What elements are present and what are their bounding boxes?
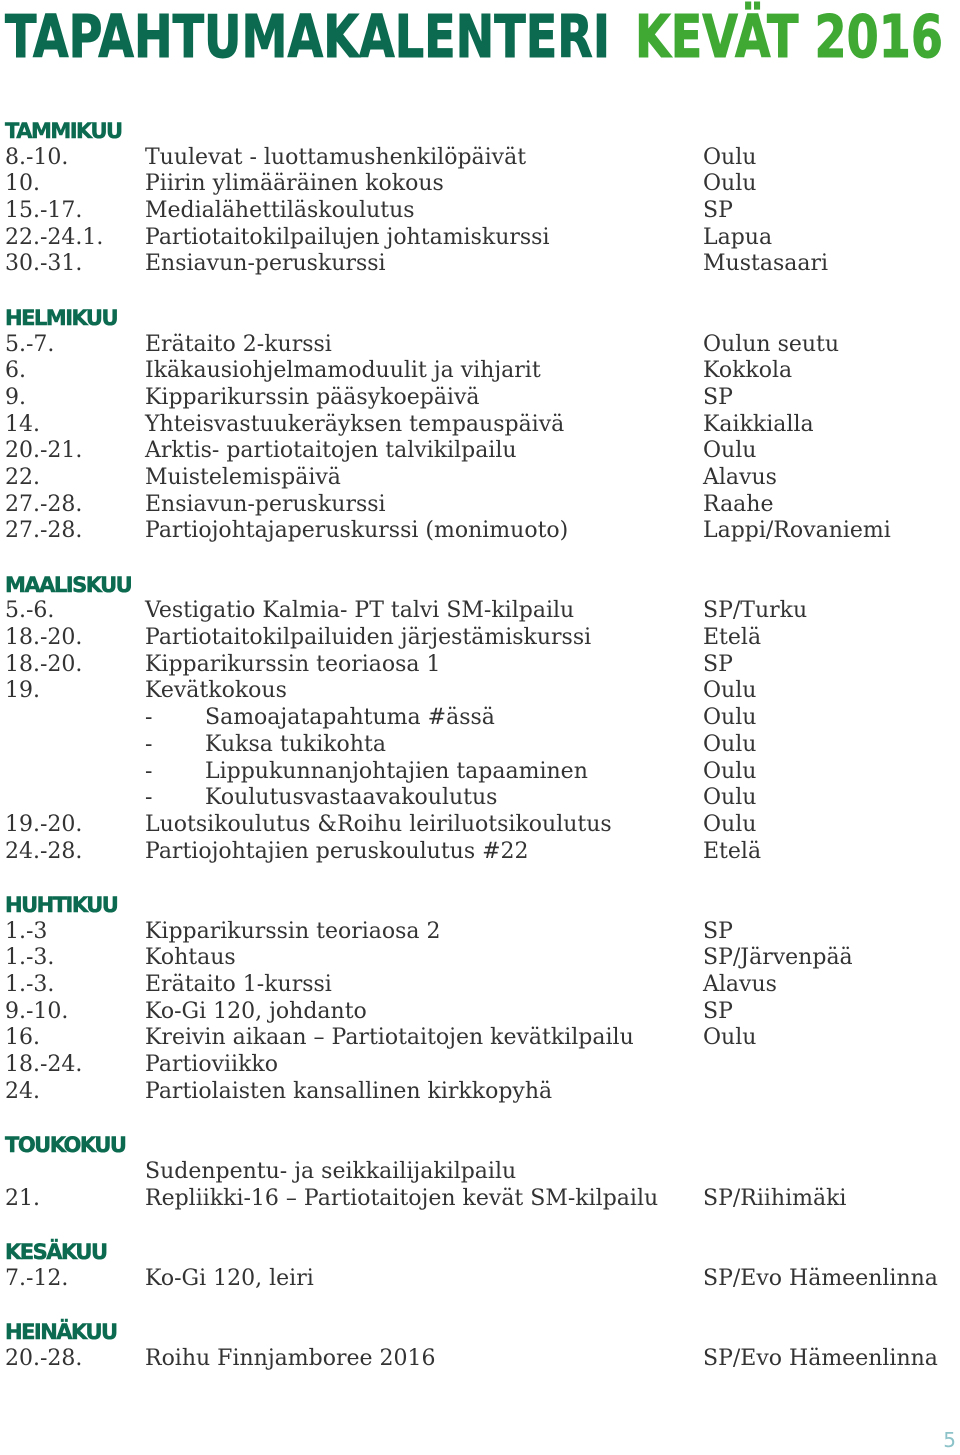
event-location: Oulu [703, 144, 757, 170]
event-location: SP/Evo Hämeenlinna [703, 1345, 938, 1371]
event-row [0, 1346, 960, 1373]
event-location: Alavus [703, 464, 777, 490]
event-name: Partiotaitokilpailujen johtamiskurssi [145, 224, 550, 250]
event-calendar [0, 118, 960, 1372]
event-row [0, 358, 960, 385]
event-location: Oulun seutu [703, 331, 840, 357]
event-name: Kipparikurssin teoriaosa 2 [145, 918, 441, 944]
event-date: 1.-3 [5, 918, 48, 944]
event-location: Etelä [703, 625, 762, 651]
event-location: Oulu [703, 1025, 757, 1051]
event-name: Vestigatio Kalmia- PT talvi SM-kilpailu [145, 598, 575, 624]
event-date: 1.-3. [5, 972, 55, 997]
event-date: 6. [5, 358, 26, 384]
month-section [0, 1239, 960, 1292]
event-row [0, 145, 960, 172]
event-name: Medialähettiläskoulutus [145, 198, 415, 224]
event-name: Ko-Gi 120, johdanto [145, 998, 367, 1024]
event-row [0, 251, 960, 278]
event-row [0, 171, 960, 198]
event-row [0, 1079, 960, 1106]
event-location: Lappi/Rovaniemi [703, 518, 891, 544]
event-date: 18.-20. [5, 625, 83, 651]
event-location: SP [703, 918, 733, 944]
month-heading: KESÄKUU [5, 1239, 107, 1264]
event-date: 22.-24.1. [5, 224, 104, 250]
event-date: 9. [5, 384, 26, 410]
event-name: Partiojohtajaperuskurssi (monimuoto) [145, 518, 569, 544]
event-location: Oulu [703, 438, 757, 464]
event-subitem-row [0, 732, 960, 759]
event-date: 5.-7. [5, 331, 55, 357]
event-date: 1.-3. [5, 945, 55, 971]
event-row [0, 1052, 960, 1079]
title-accent: KEVÄT 2016 [635, 2, 943, 71]
event-location: Kokkola [703, 358, 793, 384]
event-row [0, 678, 960, 705]
event-location: SP [703, 998, 733, 1024]
month-section [0, 1319, 960, 1372]
event-name: Partiojohtajien peruskoulutus #22 [145, 838, 529, 864]
event-name: Samoajatapahtuma #ässä [205, 705, 495, 731]
event-location: Oulu [703, 758, 757, 784]
event-row [0, 492, 960, 519]
event-row [0, 465, 960, 492]
event-location: SP/Turku [703, 598, 808, 624]
event-row [0, 385, 960, 412]
event-location: Oulu [703, 811, 757, 837]
event-subitem-row [0, 785, 960, 812]
event-name: Erätaito 2-kurssi [145, 331, 332, 357]
event-location: SP/Riihimäki [703, 1185, 847, 1211]
event-name: Piirin ylimääräinen kokous [145, 171, 444, 197]
event-date: 16. [5, 1025, 40, 1051]
event-date: 18.-20. [5, 651, 83, 677]
event-row [0, 438, 960, 465]
event-date: 9.-10. [5, 998, 69, 1024]
month-heading: TOUKOKUU [5, 1133, 126, 1158]
event-subitem-row [0, 705, 960, 732]
event-row [0, 919, 960, 946]
event-row [0, 598, 960, 625]
event-row [0, 412, 960, 439]
event-date: 8.-10. [5, 144, 69, 170]
event-row [0, 652, 960, 679]
event-name: Yhteisvastuukeräyksen tempauspäivä [145, 411, 565, 437]
event-date: 14. [5, 411, 40, 437]
event-location: SP/Evo Hämeenlinna [703, 1265, 938, 1291]
event-date: 15.-17. [5, 198, 83, 224]
month-heading: HELMIKUU [5, 305, 118, 330]
month-section [0, 892, 960, 1106]
event-location: Oulu [703, 171, 757, 197]
event-row [0, 812, 960, 839]
event-date: 19.-20. [5, 811, 83, 837]
event-name: Ikäkausiohjelmamoduulit ja vihjarit [145, 358, 541, 384]
title-main: TAPAHTUMAKALENTERI [5, 2, 610, 71]
event-date: 21. [5, 1185, 40, 1211]
event-name: Kreivin aikaan – Partiotaitojen kevätkilpailu [145, 1025, 634, 1051]
event-row [0, 225, 960, 252]
event-location: Mustasaari [703, 251, 829, 277]
event-row [0, 1266, 960, 1293]
subitem-dash: - [145, 705, 153, 731]
event-name: Tuulevat - luottamushenkilöpäivät [145, 144, 527, 170]
event-name: Ensiavun-peruskurssi [145, 491, 386, 517]
month-heading: HUHTIKUU [5, 892, 118, 917]
event-date: 18.-24. [5, 1052, 83, 1078]
event-location: Raahe [703, 491, 774, 517]
event-row [0, 1159, 960, 1186]
event-name: Lippukunnanjohtajien tapaaminen [205, 758, 588, 784]
event-date: 20.-21. [5, 438, 83, 464]
event-row [0, 1025, 960, 1052]
month-section [0, 1132, 960, 1212]
subitem-dash: - [145, 731, 153, 757]
event-location: Oulu [703, 678, 757, 704]
event-row [0, 999, 960, 1026]
event-date: 24.-28. [5, 838, 83, 864]
month-section [0, 305, 960, 545]
event-name: Erätaito 1-kurssi [145, 972, 332, 997]
month-heading: HEINÄKUU [5, 1319, 117, 1344]
event-date: 27.-28. [5, 518, 83, 544]
subitem-dash: - [145, 785, 153, 811]
event-location: Oulu [703, 731, 757, 757]
event-date: 22. [5, 464, 40, 490]
event-date: 30.-31. [5, 251, 83, 277]
event-date: 10. [5, 171, 40, 197]
event-location: SP [703, 651, 733, 677]
event-date: 7.-12. [5, 1265, 69, 1291]
event-name: Kipparikurssin teoriaosa 1 [145, 651, 441, 677]
month-heading: TAMMIKUU [5, 119, 122, 143]
event-name: Partiotaitokilpailuiden järjestämiskurssi [145, 625, 592, 651]
event-date: 24. [5, 1078, 40, 1104]
event-date: 20.-28. [5, 1345, 83, 1371]
page-number: 5 [943, 1428, 956, 1452]
event-name: Roihu Finnjamboree 2016 [145, 1345, 436, 1371]
event-date: 19. [5, 678, 40, 704]
event-date: 27.-28. [5, 491, 83, 517]
event-location: Kaikkialla [703, 411, 814, 437]
event-location: Oulu [703, 705, 757, 731]
event-name: Kevätkokous [145, 678, 287, 704]
event-name: Partioviikko [145, 1052, 278, 1078]
event-row [0, 972, 960, 999]
subitem-dash: - [145, 758, 153, 784]
event-name: Sudenpentu- ja seikkailijakilpailu [145, 1158, 517, 1184]
event-row [0, 839, 960, 866]
event-row [0, 945, 960, 972]
event-name: Ensiavun-peruskurssi [145, 251, 386, 277]
event-name: Kuksa tukikohta [205, 731, 386, 757]
event-name: Koulutusvastaavakoulutus [205, 785, 498, 811]
event-name: Arktis- partiotaitojen talvikilpailu [145, 438, 517, 464]
event-row [0, 332, 960, 359]
event-name: Repliikki-16 – Partiotaitojen kevät SM-kilpailu [145, 1185, 659, 1211]
event-row [0, 625, 960, 652]
event-name: Luotsikoulutus &Roihu leiriluotsikoulutus [145, 811, 612, 837]
event-location: SP/Järvenpää [703, 945, 853, 971]
event-location: SP [703, 198, 733, 224]
event-name: Muistelemispäivä [145, 464, 341, 490]
event-name: Kipparikurssin pääsykoepäivä [145, 384, 480, 410]
event-date: 5.-6. [5, 598, 55, 624]
event-row [0, 198, 960, 225]
event-row [0, 518, 960, 545]
month-section [0, 572, 960, 866]
month-heading: MAALISKUU [5, 572, 132, 597]
event-name: Partiolaisten kansallinen kirkkopyhä [145, 1078, 553, 1104]
event-location: Oulu [703, 785, 757, 811]
event-location: Etelä [703, 838, 762, 864]
event-location: Alavus [703, 972, 777, 997]
month-section [0, 118, 960, 278]
event-name: Ko-Gi 120, leiri [145, 1265, 314, 1291]
event-name: Kohtaus [145, 945, 236, 971]
event-subitem-row [0, 759, 960, 786]
page-title [0, 0, 960, 72]
event-location: SP [703, 384, 733, 410]
event-location: Lapua [703, 224, 773, 250]
event-row [0, 1186, 960, 1213]
